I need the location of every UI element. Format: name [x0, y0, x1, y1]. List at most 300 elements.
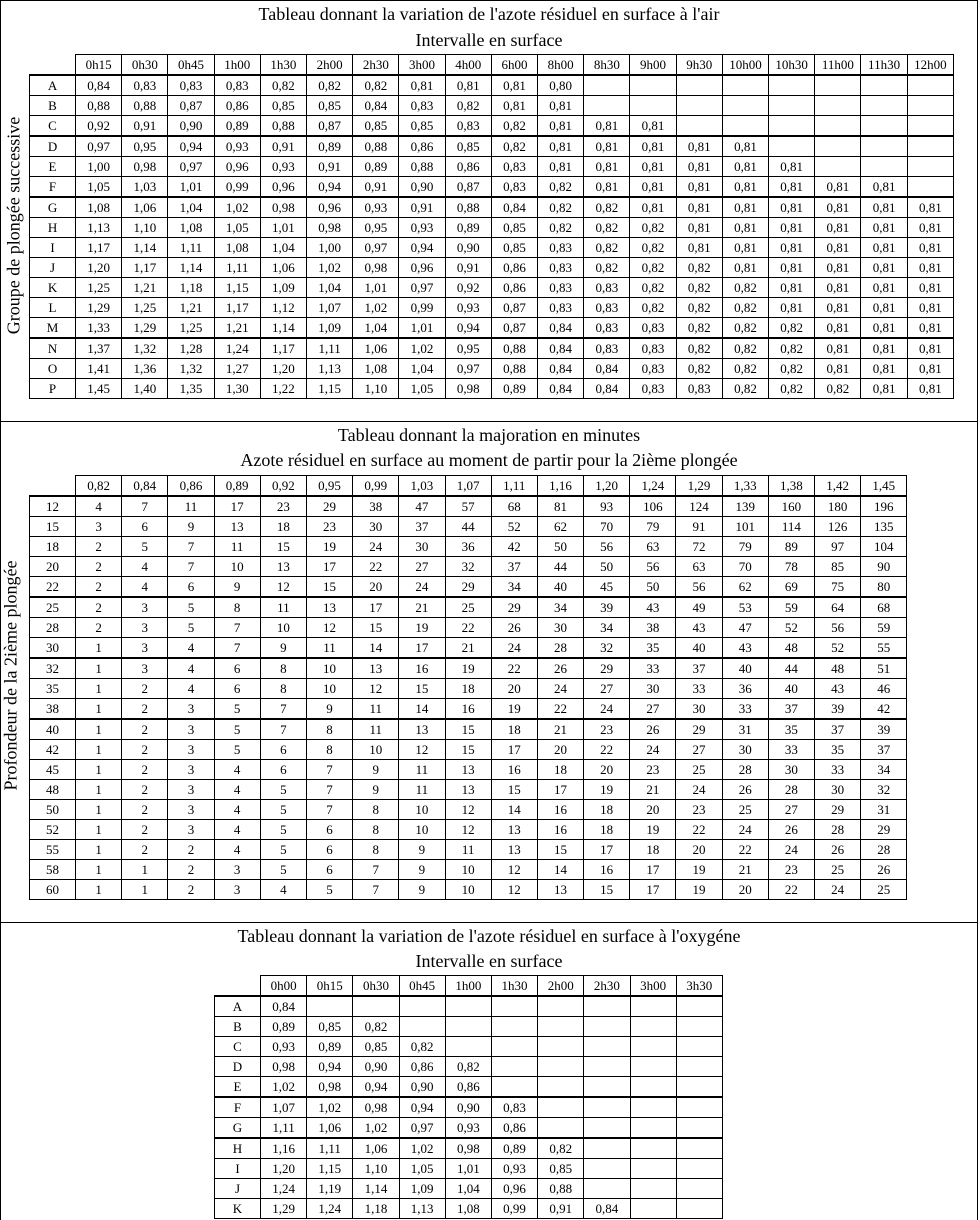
- table-cell: [630, 1077, 676, 1098]
- table-cell: 70: [584, 517, 630, 537]
- table-cell: 13: [260, 557, 306, 577]
- table-cell: 1,00: [76, 157, 122, 177]
- table-cell: 0,81: [769, 258, 815, 278]
- table-cell: 0,87: [491, 298, 537, 318]
- table-cell: 8: [260, 679, 306, 699]
- table-cell: [538, 1077, 584, 1098]
- table-cell: 5: [260, 780, 306, 800]
- table-cell: 29: [815, 800, 861, 820]
- table-cell: 0,82: [722, 318, 768, 339]
- air-table-title: Tableau donnant la variation de l'azote résiduel en surface à l'air: [258, 4, 720, 24]
- table-cell: 1: [76, 800, 122, 820]
- table-cell: 16: [445, 699, 491, 720]
- table-cell: 0,82: [676, 359, 722, 379]
- table-cell: 13: [491, 840, 537, 860]
- table-cell: 0,81: [722, 197, 768, 218]
- table-cell: 0,81: [769, 197, 815, 218]
- column-header: 0h45: [399, 976, 445, 997]
- table-cell: 50: [584, 557, 630, 577]
- table-cell: 7: [122, 496, 168, 517]
- table-cell: 17: [214, 496, 260, 517]
- table-cell: 0,83: [538, 278, 584, 298]
- air-table-section: [0, 0, 978, 422]
- table-cell: 13: [445, 780, 491, 800]
- table-cell: 2: [122, 760, 168, 780]
- table-cell: 0,96: [399, 258, 445, 278]
- table-cell: 0,91: [353, 177, 399, 198]
- table-cell: 11: [445, 840, 491, 860]
- table-cell: [815, 96, 861, 116]
- table-cell: 0,83: [122, 75, 168, 96]
- table-row: [30, 338, 954, 359]
- table-cell: 1,06: [307, 1118, 353, 1139]
- table-cell: 5: [214, 699, 260, 720]
- table-cell: 0,82: [445, 96, 491, 116]
- table-cell: 0,82: [722, 298, 768, 318]
- table-cell: 0,81: [907, 318, 953, 339]
- table-cell: 1,06: [122, 197, 168, 218]
- table-cell: 0,89: [445, 218, 491, 238]
- table-row: [30, 618, 907, 638]
- row-label: 20: [30, 557, 76, 577]
- table-cell: 124: [676, 496, 722, 517]
- table-cell: 20: [537, 740, 583, 760]
- column-header: 1,11: [491, 476, 537, 497]
- table-cell: 1: [76, 780, 122, 800]
- table-cell: 5: [168, 618, 214, 638]
- table-cell: 5: [214, 719, 260, 740]
- table-row: [215, 1138, 723, 1159]
- table-row: [30, 699, 907, 720]
- table-cell: 4: [214, 820, 260, 840]
- table-cell: 0,82: [399, 1037, 445, 1057]
- table-cell: 56: [815, 618, 861, 638]
- table-cell: 2: [76, 618, 122, 638]
- table-cell: 0,98: [445, 1138, 491, 1159]
- table-cell: 1,28: [168, 338, 214, 359]
- majoration-table: [29, 475, 907, 900]
- table-cell: 2: [122, 840, 168, 860]
- table-cell: 7: [353, 860, 399, 880]
- table-cell: 0,96: [260, 177, 306, 198]
- table-cell: 20: [584, 760, 630, 780]
- table-cell: 1,02: [307, 1097, 353, 1118]
- table-cell: 28: [768, 780, 814, 800]
- table-cell: [584, 96, 630, 116]
- table-cell: 0,97: [76, 136, 122, 157]
- table-row: [30, 197, 954, 218]
- table-cell: 7: [214, 618, 260, 638]
- table-cell: 24: [815, 880, 861, 900]
- table-cell: 1: [76, 699, 122, 720]
- table-cell: 0,86: [445, 1077, 491, 1098]
- table-cell: 18: [445, 679, 491, 699]
- table-cell: 43: [676, 618, 722, 638]
- table-cell: 0,81: [861, 359, 907, 379]
- table-cell: 3: [76, 517, 122, 537]
- table-cell: 1,20: [261, 1159, 307, 1179]
- table-cell: 0,95: [122, 136, 168, 157]
- column-header: 2h00: [307, 55, 353, 76]
- table-cell: 0,81: [722, 177, 768, 198]
- table-cell: 1,21: [122, 278, 168, 298]
- table-cell: [722, 116, 768, 137]
- table-cell: 4: [168, 658, 214, 679]
- table-cell: 15: [399, 679, 445, 699]
- table-cell: 0,84: [584, 379, 630, 399]
- table-cell: 30: [630, 679, 676, 699]
- table-cell: 1: [76, 719, 122, 740]
- table-cell: 1,08: [214, 238, 260, 258]
- row-label: N: [30, 338, 76, 359]
- column-header: 3h00: [399, 55, 445, 76]
- table-row: [30, 379, 954, 399]
- table-cell: 15: [491, 780, 537, 800]
- table-cell: 0,81: [861, 238, 907, 258]
- table-cell: 9: [214, 577, 260, 598]
- table-cell: 0,86: [399, 1057, 445, 1077]
- table-cell: [584, 75, 630, 96]
- table-cell: 1,35: [168, 379, 214, 399]
- table-cell: 0,91: [307, 157, 353, 177]
- table-cell: 52: [815, 638, 861, 659]
- table-row: [215, 1159, 723, 1179]
- table-cell: [861, 157, 907, 177]
- table-cell: 24: [353, 537, 399, 557]
- table-cell: 0,81: [676, 197, 722, 218]
- table-row: [215, 1057, 723, 1077]
- table-cell: 2: [122, 800, 168, 820]
- table-cell: [907, 96, 953, 116]
- table-cell: 1,07: [261, 1097, 307, 1118]
- table-cell: [769, 116, 815, 137]
- column-header: 1,29: [676, 476, 722, 497]
- table-cell: [630, 96, 676, 116]
- column-header: 0,99: [353, 476, 399, 497]
- table-cell: 31: [722, 719, 768, 740]
- table-cell: 3: [214, 880, 260, 900]
- table-row: [30, 96, 954, 116]
- table-cell: 13: [353, 658, 399, 679]
- table-cell: 43: [722, 638, 768, 659]
- table-cell: 1,21: [168, 298, 214, 318]
- table-cell: 91: [676, 517, 722, 537]
- table-cell: 1,32: [168, 359, 214, 379]
- table-cell: 46: [861, 679, 907, 699]
- column-header: 6h00: [491, 55, 537, 76]
- row-label: E: [30, 157, 76, 177]
- column-header: 1,42: [815, 476, 861, 497]
- table-cell: 30: [353, 517, 399, 537]
- table-cell: 1: [76, 840, 122, 860]
- table-cell: 7: [214, 638, 260, 659]
- table-cell: 10: [306, 658, 352, 679]
- header-corner: [30, 476, 76, 497]
- table-cell: 13: [537, 880, 583, 900]
- table-cell: [861, 136, 907, 157]
- row-label: 28: [30, 618, 76, 638]
- table-cell: 24: [491, 638, 537, 659]
- table-cell: 30: [768, 760, 814, 780]
- row-label: 15: [30, 517, 76, 537]
- table-cell: 20: [353, 577, 399, 598]
- table-cell: 17: [491, 740, 537, 760]
- table-cell: 0,90: [399, 1077, 445, 1098]
- table-cell: 0,81: [815, 278, 861, 298]
- table-cell: 0,81: [676, 157, 722, 177]
- table-cell: 0,81: [584, 116, 630, 137]
- table-cell: [538, 1057, 584, 1077]
- table-row: [30, 136, 954, 157]
- table-cell: 0,81: [907, 218, 953, 238]
- row-label: F: [30, 177, 76, 198]
- table-cell: 0,84: [584, 1199, 630, 1219]
- table-cell: 90: [861, 557, 907, 577]
- table-cell: 16: [399, 658, 445, 679]
- table-cell: 37: [861, 740, 907, 760]
- table-cell: 0,88: [353, 136, 399, 157]
- column-header: 1,33: [722, 476, 768, 497]
- table-cell: 1,33: [76, 318, 122, 339]
- table-cell: 0,84: [538, 379, 584, 399]
- oxygen-table: [214, 975, 723, 1219]
- row-label: H: [215, 1138, 261, 1159]
- table-cell: 0,93: [445, 298, 491, 318]
- table-row: [30, 298, 954, 318]
- row-label: P: [30, 379, 76, 399]
- table-cell: 24: [676, 780, 722, 800]
- table-cell: 38: [630, 618, 676, 638]
- table-cell: 10: [353, 740, 399, 760]
- table-cell: 32: [445, 557, 491, 577]
- table-cell: 6: [214, 679, 260, 699]
- table-cell: 29: [491, 597, 537, 618]
- table-cell: 1,25: [76, 278, 122, 298]
- table-cell: 30: [815, 780, 861, 800]
- column-header: 0h30: [353, 976, 399, 997]
- table-cell: 0,95: [353, 218, 399, 238]
- table-cell: 0,82: [630, 218, 676, 238]
- table-cell: 0,98: [307, 1077, 353, 1098]
- table-cell: 23: [306, 517, 352, 537]
- table-cell: 0,89: [214, 116, 260, 137]
- row-label: 50: [30, 800, 76, 820]
- table-cell: 22: [491, 658, 537, 679]
- table-cell: 1,05: [399, 1159, 445, 1179]
- table-cell: 0,82: [722, 379, 768, 399]
- table-row: [30, 557, 907, 577]
- table-cell: 8: [260, 658, 306, 679]
- column-header: 0,89: [214, 476, 260, 497]
- table-cell: 0,84: [491, 197, 537, 218]
- table-cell: 6: [260, 740, 306, 760]
- table-cell: 2: [76, 557, 122, 577]
- table-cell: 6: [122, 517, 168, 537]
- table-cell: 0,82: [676, 278, 722, 298]
- table-cell: 1,07: [307, 298, 353, 318]
- table-cell: 1,14: [260, 318, 306, 339]
- table-cell: 0,81: [676, 218, 722, 238]
- column-header: 0,84: [122, 476, 168, 497]
- table-cell: 6: [306, 860, 352, 880]
- table-row: [30, 517, 907, 537]
- table-cell: [538, 1037, 584, 1057]
- table-cell: 17: [537, 780, 583, 800]
- table-cell: 30: [722, 740, 768, 760]
- table-cell: 1,02: [307, 258, 353, 278]
- table-cell: 12: [445, 800, 491, 820]
- table-cell: 51: [861, 658, 907, 679]
- table-cell: 18: [260, 517, 306, 537]
- table-cell: 17: [353, 597, 399, 618]
- table-cell: [538, 1097, 584, 1118]
- table-cell: 3: [168, 820, 214, 840]
- table-cell: 11: [214, 537, 260, 557]
- table-cell: 1,05: [399, 379, 445, 399]
- table-cell: 1,02: [214, 197, 260, 218]
- majoration-table-section: [0, 421, 978, 923]
- table-cell: [815, 157, 861, 177]
- table-cell: 15: [584, 880, 630, 900]
- table-cell: 0,81: [815, 258, 861, 278]
- table-cell: 1,02: [353, 298, 399, 318]
- column-header: 1,20: [584, 476, 630, 497]
- table-cell: 0,82: [722, 359, 768, 379]
- column-header: 1,16: [537, 476, 583, 497]
- table-cell: 1,10: [122, 218, 168, 238]
- column-header: 1h30: [260, 55, 306, 76]
- table-cell: 52: [491, 517, 537, 537]
- table-cell: 44: [537, 557, 583, 577]
- table-cell: 9: [399, 880, 445, 900]
- table-cell: 1,11: [307, 1138, 353, 1159]
- table-cell: 68: [491, 496, 537, 517]
- table-cell: 0,83: [491, 157, 537, 177]
- table-cell: 0,94: [307, 1057, 353, 1077]
- table-cell: 37: [676, 658, 722, 679]
- table-row: [30, 537, 907, 557]
- row-label: H: [30, 218, 76, 238]
- table-cell: 97: [815, 537, 861, 557]
- table-cell: 0,97: [399, 278, 445, 298]
- table-cell: 0,80: [538, 75, 584, 96]
- table-cell: [630, 1138, 676, 1159]
- table-cell: 0,89: [491, 379, 537, 399]
- table-cell: 0,91: [260, 136, 306, 157]
- table-cell: 53: [722, 597, 768, 618]
- table-cell: 1,04: [445, 1179, 491, 1199]
- table-cell: 59: [768, 597, 814, 618]
- oxygen-table-subtitle: Intervalle en surface: [415, 951, 563, 971]
- table-cell: 0,81: [815, 197, 861, 218]
- table-cell: 0,81: [861, 197, 907, 218]
- table-cell: 43: [815, 679, 861, 699]
- table-cell: 0,92: [445, 278, 491, 298]
- table-cell: 0,89: [261, 1017, 307, 1037]
- table-cell: 50: [537, 537, 583, 557]
- table-cell: 22: [445, 618, 491, 638]
- table-cell: 0,98: [353, 258, 399, 278]
- table-cell: 26: [861, 860, 907, 880]
- table-cell: [584, 1159, 630, 1179]
- table-cell: [445, 1017, 491, 1037]
- table-cell: [630, 1017, 676, 1037]
- table-cell: 2: [122, 679, 168, 699]
- table-cell: 1,02: [399, 1138, 445, 1159]
- table-cell: 19: [306, 537, 352, 557]
- table-cell: 13: [214, 517, 260, 537]
- table-cell: 15: [260, 537, 306, 557]
- table-cell: 8: [353, 840, 399, 860]
- table-cell: [676, 75, 722, 96]
- table-cell: 1,05: [76, 177, 122, 198]
- table-cell: 1: [76, 880, 122, 900]
- table-cell: 1,04: [260, 238, 306, 258]
- table-cell: 0,82: [676, 298, 722, 318]
- table-cell: 0,85: [307, 1017, 353, 1037]
- table-cell: 0,81: [676, 177, 722, 198]
- table-cell: 26: [722, 780, 768, 800]
- table-cell: 0,82: [538, 197, 584, 218]
- table-cell: 1,18: [353, 1199, 399, 1219]
- table-cell: 1,15: [307, 1159, 353, 1179]
- table-cell: 27: [768, 800, 814, 820]
- table-cell: 9: [168, 517, 214, 537]
- table-cell: 0,82: [491, 136, 537, 157]
- table-cell: 18: [630, 840, 676, 860]
- table-cell: 0,82: [538, 1138, 584, 1159]
- table-cell: [676, 1017, 722, 1037]
- table-cell: 0,89: [307, 1037, 353, 1057]
- table-cell: 0,86: [491, 1118, 537, 1139]
- table-row: [30, 116, 954, 137]
- column-header: 9h30: [676, 55, 722, 76]
- table-cell: 4: [168, 638, 214, 659]
- table-cell: [676, 1097, 722, 1118]
- table-cell: 0,85: [491, 238, 537, 258]
- table-cell: 0,81: [769, 278, 815, 298]
- table-cell: 29: [676, 719, 722, 740]
- table-cell: 13: [306, 597, 352, 618]
- row-label: 52: [30, 820, 76, 840]
- row-label: F: [215, 1097, 261, 1118]
- table-cell: 0,83: [630, 379, 676, 399]
- table-cell: 1,25: [122, 298, 168, 318]
- table-cell: 11: [399, 780, 445, 800]
- table-cell: 3: [214, 860, 260, 880]
- row-label: B: [215, 1017, 261, 1037]
- table-cell: 1,19: [307, 1179, 353, 1199]
- table-row: [30, 157, 954, 177]
- table-cell: 22: [768, 880, 814, 900]
- table-cell: [907, 136, 953, 157]
- table-cell: 33: [630, 658, 676, 679]
- table-cell: 0,83: [630, 318, 676, 339]
- table-row: [30, 177, 954, 198]
- row-label: B: [30, 96, 76, 116]
- table-cell: 5: [260, 800, 306, 820]
- table-cell: 0,81: [445, 75, 491, 96]
- row-label: D: [30, 136, 76, 157]
- table-cell: 12: [353, 679, 399, 699]
- table-row: [30, 496, 907, 517]
- table-cell: 1: [122, 880, 168, 900]
- row-label: 22: [30, 577, 76, 598]
- column-header: 0h15: [307, 976, 353, 997]
- table-cell: 7: [353, 880, 399, 900]
- table-row: [30, 740, 907, 760]
- table-cell: 0,81: [722, 136, 768, 157]
